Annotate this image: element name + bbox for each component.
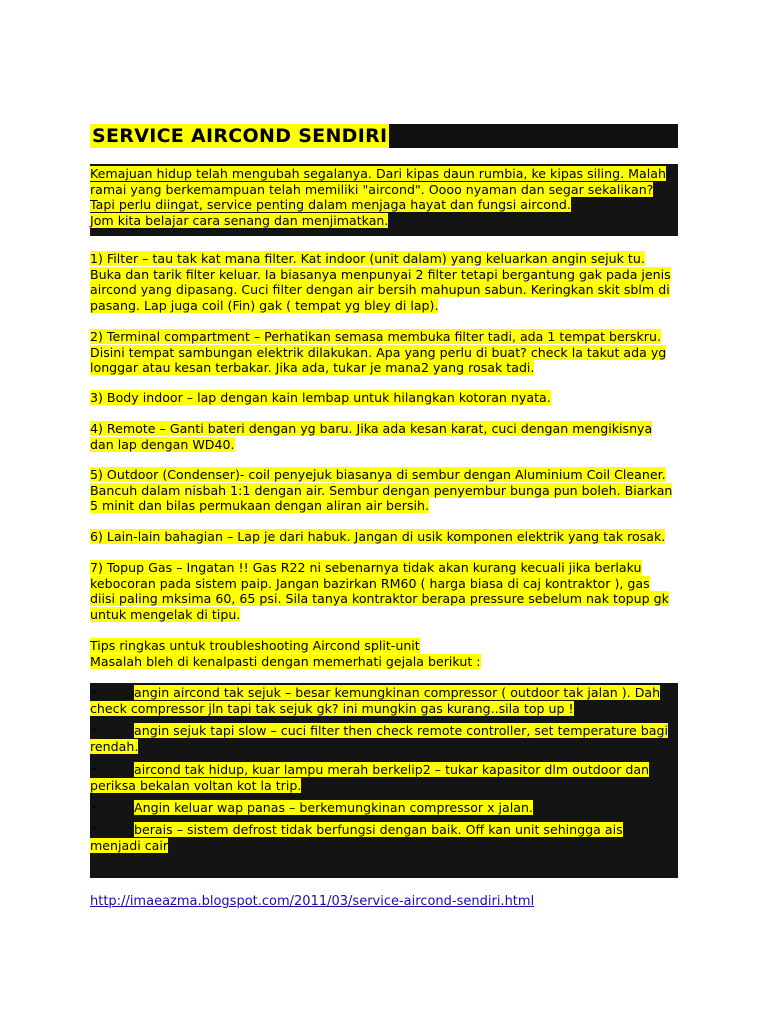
document-title: SERVICE AIRCOND SENDIRI xyxy=(92,125,388,147)
step-line: longgar atau kesan terbakar. Jika ada, tukar je mana2 yang rosak tadi. xyxy=(90,360,535,375)
step-line: aircond yang dipasang. Cuci filter dengan air bersih mahupun sabun. Keringkan skit sblm di xyxy=(90,282,670,297)
bullet-line: angin aircond tak sejuk – besar kemungkinan compressor ( outdoor tak jalan ). Dah xyxy=(134,685,661,700)
step-line: 5) Outdoor (Condenser)- coil penyejuk biasanya di sembur dengan Aluminium Coil Cleaner. xyxy=(90,467,666,482)
bullet-line: menjadi cair xyxy=(90,837,169,853)
step-line: kebocoran pada sistem paip. Jangan bazirkan RM60 ( harga biasa di caj kontraktor ), gas xyxy=(90,575,650,591)
tips-line: Masalah bleh di kenalpasti dengan memerhati gejala berikut : xyxy=(90,653,481,669)
step-line: Disini tempat sambungan elektrik dilakukan. Apa yang perlu di buat? check la takut ada yg xyxy=(90,344,667,360)
bullet-item xyxy=(90,685,678,716)
bullet-icon: • xyxy=(91,764,97,775)
step-line: pasang. Lap juga coil (Fin) gak ( tempat yg bley di lap). xyxy=(90,297,439,313)
step-2 xyxy=(90,329,678,376)
step-7 xyxy=(90,560,678,622)
bullet-icon: • xyxy=(91,687,97,698)
bullet-icon: • xyxy=(91,802,97,813)
bullet-item xyxy=(90,822,678,853)
step-line: 3) Body indoor – lap dengan kain lembap untuk hilangkan kotoran nyata. xyxy=(90,390,551,405)
intro-paragraph xyxy=(90,166,678,228)
bullet-line: Angin keluar wap panas – berkemungkinan compressor x jalan. xyxy=(134,800,533,815)
step-line: 4) Remote – Ganti bateri dengan yg baru. Jika ada kesan karat, cuci dengan mengikisnya xyxy=(90,421,653,436)
bullet-line: aircond tak hidup, kuar lampu merah berkelip2 – tukar kapasitor dlm outdoor dan xyxy=(134,762,650,777)
bullet-icon: • xyxy=(91,725,97,736)
intro-line: Tapi perlu diingat, service penting dalam menjaga hayat dan fungsi aircond. xyxy=(90,197,571,212)
step-line: 1) Filter – tau tak kat mana filter. Kat indoor (unit dalam) yang keluarkan angin sejuk tu. xyxy=(90,251,645,266)
step-line: dan lap dengan WD40. xyxy=(90,436,235,452)
step-line: Bancuh dalam nisbah 1:1 dengan air. Sembur dengan penyembur bunga pun boleh. Biarkan xyxy=(90,482,673,498)
source-link[interactable]: http://imaeazma.blogspot.com/2011/03/service-aircond-sendiri.html xyxy=(90,894,535,909)
intro-line: Kemajuan hidup telah mengubah segalanya. Dari kipas daun rumbia, ke kipas siling. Malah xyxy=(90,166,666,181)
bullet-icon: • xyxy=(91,824,97,835)
step-line: untuk mengelak di tipu. xyxy=(90,606,241,622)
step-line: 5 minit dan bilas permukaan dengan aliran air bersih. xyxy=(90,498,429,513)
bullet-line: angin sejuk tapi slow – cuci filter then check remote controller, set temperature bagi xyxy=(134,723,668,738)
step-6 xyxy=(90,529,678,545)
step-line: 2) Terminal compartment – Perhatikan semasa membuka filter tadi, ada 1 tempat berskru. xyxy=(90,329,661,344)
title-band xyxy=(90,124,678,148)
step-1 xyxy=(90,251,678,313)
bullet-item xyxy=(90,800,678,816)
bullet-item xyxy=(90,762,678,793)
bullet-item xyxy=(90,723,678,754)
bullet-line: check compressor jln tapi tak sejuk gk? ini mungkin gas kurang..sila top up ! xyxy=(90,700,574,716)
intro-line: ramai yang berkemampuan telah memiliki "aircond". Oooo nyaman dan segar sekalikan? xyxy=(90,181,654,197)
step-line: 6) Lain-lain bahagian – Lap je dari habuk. Jangan di usik komponen elektrik yang tak rosak. xyxy=(90,529,666,544)
tips-line: Tips ringkas untuk troubleshooting Aircond split-unit xyxy=(90,638,420,653)
step-5 xyxy=(90,467,678,514)
intro-line: Jom kita belajar cara senang dan menjimatkan. xyxy=(90,212,389,228)
step-4 xyxy=(90,421,678,452)
bullet-line: rendah. xyxy=(90,738,139,754)
bullet-line: berais – sistem defrost tidak berfungsi dengan baik. Off kan unit sehingga ais xyxy=(134,822,623,837)
step-line: 7) Topup Gas – Ingatan !! Gas R22 ni sebenarnya tidak akan kurang kecuali jika berlaku xyxy=(90,560,642,575)
step-line: diisi paling mksima 60, 65 psi. Sila tanya kontraktor berapa pressure sebelum nak topup gk xyxy=(90,591,669,606)
step-3 xyxy=(90,390,678,406)
bullet-line: periksa bekalan voltan kot la trip. xyxy=(90,777,302,793)
tips-paragraph xyxy=(90,638,678,669)
step-line: Buka dan tarik filter keluar. Ia biasanya menpunyai 2 filter tetapi bergantung gak pada jenis xyxy=(90,266,671,282)
